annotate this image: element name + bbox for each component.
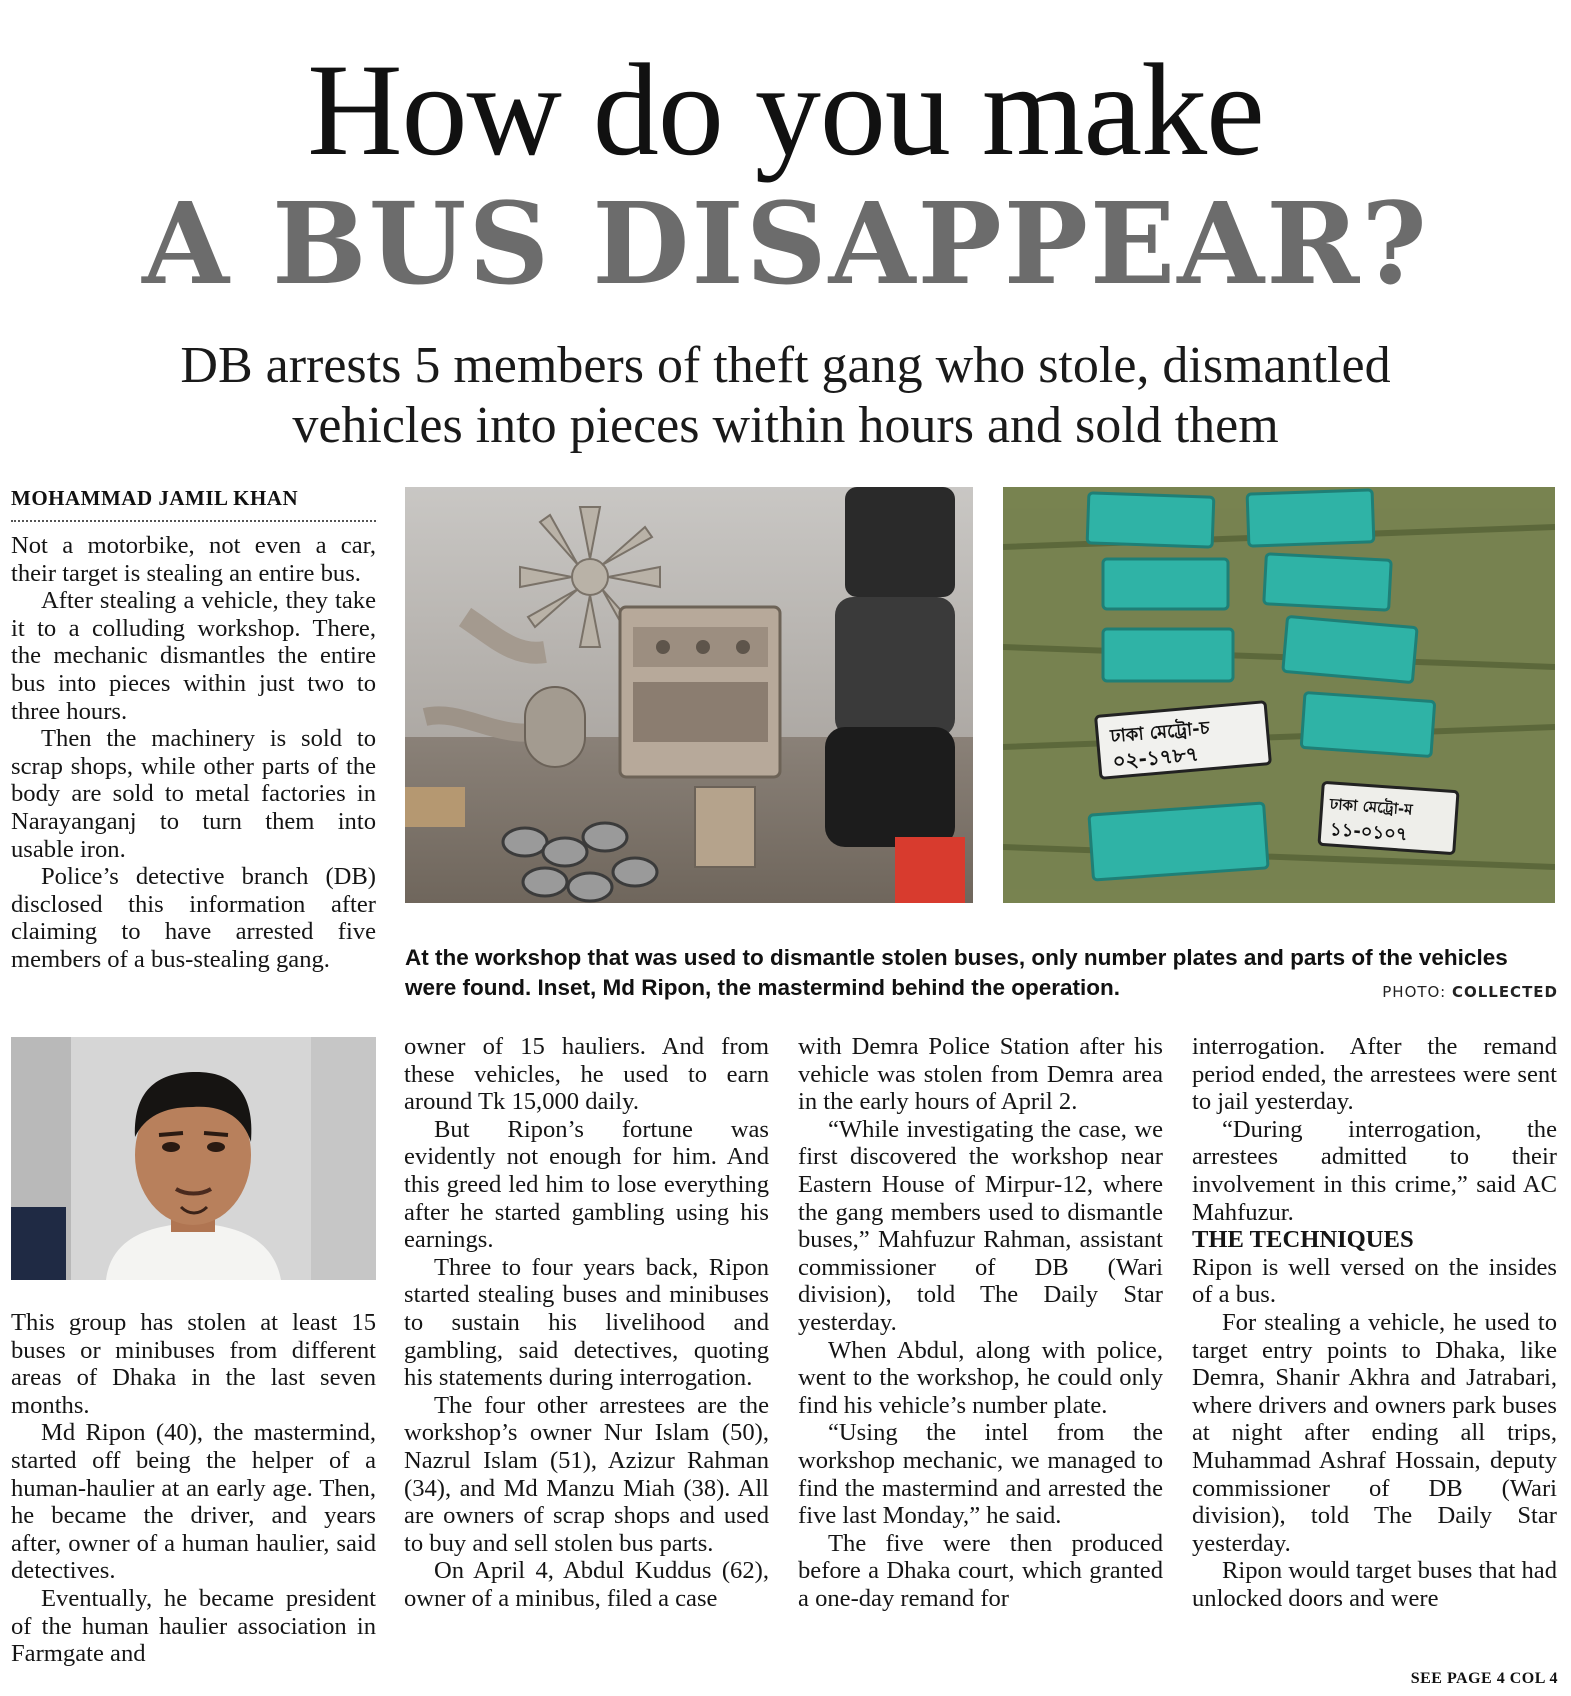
photo-credit-value: COLLECTED (1451, 983, 1558, 1001)
intro-paragraph: Then the machinery is sold to scrap shops, while other parts of the body are sold to metal factories in Narayanganj to turn them into usable iron. (11, 725, 376, 863)
column-2-paragraph: The four other arrestees are the workshop’s owner Nur Islam (50), Nazrul Islam (51), Azizur Rahman (34), and Md Manzu Miah (38). All are owners of scrap shops and used to buy and sell stolen bus parts. (404, 1391, 769, 1557)
column-1 (11, 1309, 376, 1668)
photo-caption: At the workshop that was used to dismantle stolen buses, only number plates and parts of the vehicles were found. Inset, Md Ripon, the mastermind behind the operation. (405, 945, 1508, 1000)
section-subhead: THE TECHNIQUES (1192, 1226, 1414, 1254)
plate-white-1-number: ০২-১৭৮৭ (1111, 741, 1200, 774)
plate-white-2-number: ১১-০১০৭ (1329, 819, 1409, 846)
number-plates-photo (1003, 487, 1555, 903)
column-4-paragraph: Ripon is well versed on the insides of a bus. (1192, 1253, 1557, 1309)
column-2 (404, 1033, 769, 1612)
column-3-paragraph: The five were then produced before a Dhaka court, which granted a one-day remand for (798, 1529, 1163, 1612)
column-4-paragraph: “During interrogation, the arrestees admitted to their involvement in this crime,” said AC Mahfuzur. (1192, 1115, 1557, 1226)
engine-parts-image (405, 487, 973, 903)
plate-white-1-text: ঢাকা মেট্রো-চ (1109, 717, 1211, 748)
photo-credit-label: PHOTO: (1382, 983, 1447, 1001)
column-4-paragraph: For stealing a vehicle, he used to target entry points to Dhaka, like Demra, Shanir Akhra and Jatrabari, where drivers and owners park buses at night after ending all trips, Muhammad Ashraf Hossain, deputy commissioner of DB (Wari division), told The Daily Star yesterday. (1192, 1308, 1557, 1557)
column-4 (1192, 1033, 1557, 1612)
column-3-paragraph: “Using the intel from the workshop mechanic, we managed to find the mastermind and arrested the five last Monday,” he said. (798, 1419, 1163, 1530)
plate-white-1 (1096, 702, 1271, 779)
intro-paragraph: After stealing a vehicle, they take it to a colluding workshop. There, the mechanic dismantles the entire bus into pieces within just two to three hours. (11, 587, 376, 725)
column-3-paragraph: When Abdul, along with police, went to the workshop, he could only find his vehicle’s number plate. (798, 1336, 1163, 1419)
headline-line2: A BUS DISAPPEAR? (142, 179, 1429, 310)
column-1-paragraph: Eventually, he became president of the human haulier association in Farmgate and (11, 1584, 376, 1668)
column-3-paragraph: with Demra Police Station after his vehicle was stolen from Demra area in the early hours of April 2. (798, 1033, 1163, 1116)
column-1-paragraph: This group has stolen at least 15 buses or minibuses from different areas of Dhaka in the last seven months. (11, 1309, 376, 1419)
byline: MOHAMMAD JAMIL KHAN (11, 486, 376, 522)
column-2-paragraph: Three to four years back, Ripon started stealing buses and minibuses to sustain his livelihood and gambling, said detectives, quoting his statements during interrogation. (404, 1253, 769, 1392)
number-plates-image (1003, 487, 1555, 903)
photo-credit (1382, 983, 1558, 1001)
column-3 (798, 1033, 1163, 1612)
intro-text (11, 532, 376, 974)
column-1-paragraph: Md Ripon (40), the mastermind, started off being the helper of a human-haulier at an early age. Then, he became the driver, and years after, owner of a human haulier, said detectives. (11, 1419, 376, 1585)
column-2-paragraph: On April 4, Abdul Kuddus (62), owner of a minibus, filed a case (404, 1557, 769, 1612)
column-2-paragraph: owner of 15 hauliers. And from these vehicles, he used to earn around Tk 15,000 daily. (404, 1033, 769, 1116)
ripon-portrait-image (11, 1037, 376, 1280)
plate-white-2 (1319, 782, 1458, 853)
column-4-paragraph: Ripon would target buses that had unlocked doors and were (1192, 1557, 1557, 1612)
subheadline-line2: vehicles into pieces within hours and sold them (292, 397, 1279, 454)
ripon-portrait (11, 1037, 376, 1280)
subheadline (60, 336, 1511, 456)
engine-parts-photo (405, 487, 973, 903)
plate-white-2-text: ঢাকা মেট্রো-ম (1329, 794, 1414, 819)
column-2-paragraph: But Ripon’s fortune was evidently not enough for him. And this greed led him to lose everything after he started gambling using his earnings. (404, 1115, 769, 1254)
intro-paragraph: Police’s detective branch (DB) disclosed this information after claiming to have arrested five members of a bus-stealing gang. (11, 863, 376, 973)
intro-paragraph: Not a motorbike, not even a car, their target is stealing an entire bus. (11, 532, 376, 587)
subheadline-line1: DB arrests 5 members of theft gang who stole, dismantled (180, 337, 1391, 394)
column-4-paragraph: interrogation. After the remand period ended, the arrestees were sent to jail yesterday. (1192, 1033, 1557, 1116)
jump-line: SEE PAGE 4 COL 4 (1410, 1670, 1558, 1687)
column-3-paragraph: “While investigating the case, we first discovered the workshop near Eastern House of Mirpur-12, where the gang members used to dismantle buses,” Mahfuzur Rahman, assistant commissioner of DB (Wari division), told The Daily Star yesterday. (798, 1115, 1163, 1336)
headline-line1: How do you make (307, 36, 1264, 183)
